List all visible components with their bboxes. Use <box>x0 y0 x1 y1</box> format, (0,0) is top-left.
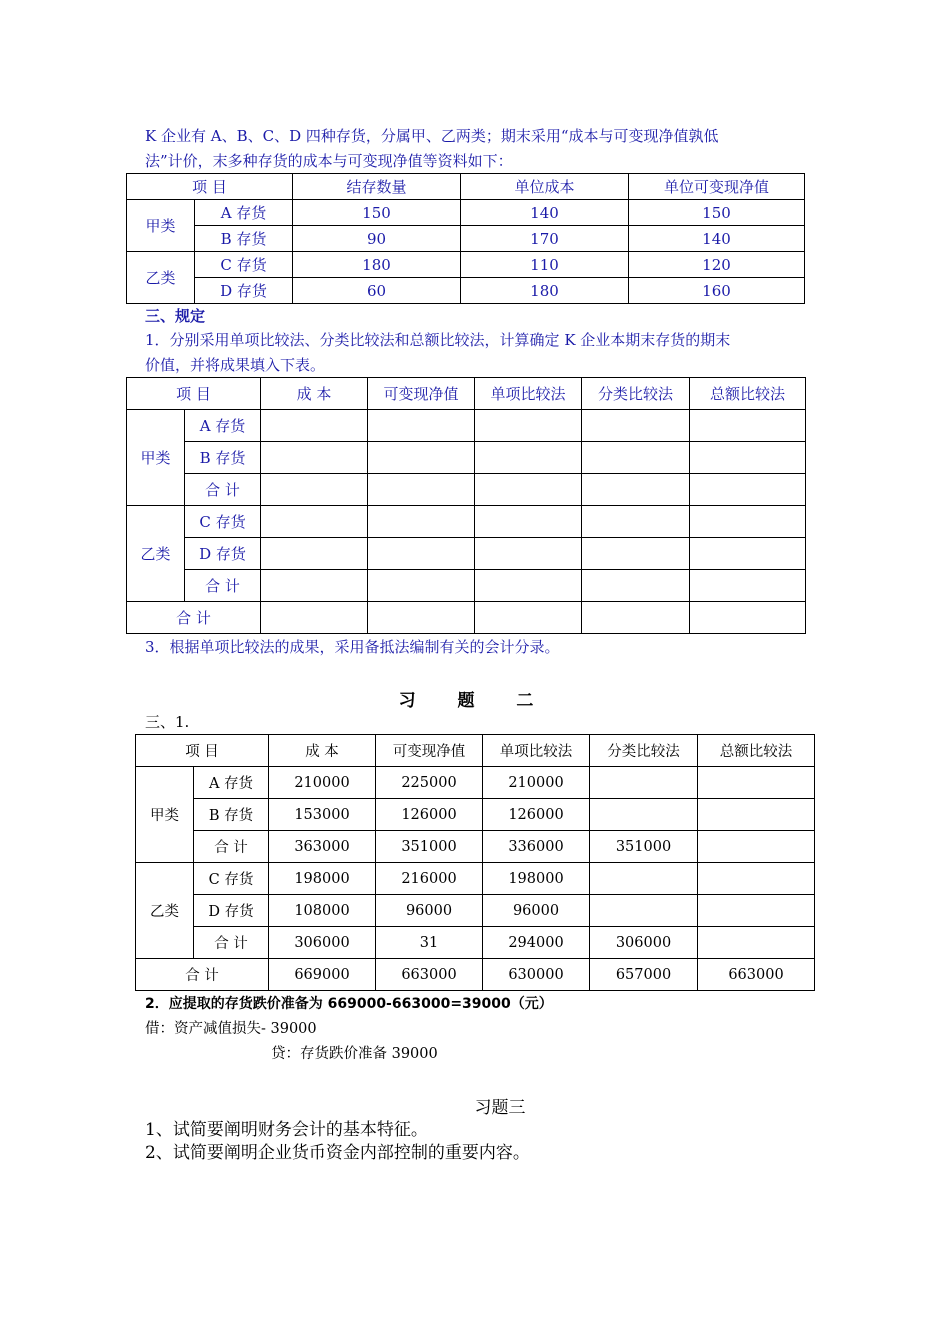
header-cell: 总额比较法 <box>698 735 815 767</box>
empty-cell[interactable] <box>475 570 582 602</box>
empty-cell[interactable] <box>261 570 368 602</box>
group-cell: 甲类 <box>127 200 195 252</box>
value-cell: 96000 <box>483 895 590 927</box>
header-cell: 单项比较法 <box>475 378 582 410</box>
header-cell: 单位可变现净值 <box>629 174 805 200</box>
table-header-row <box>127 174 805 200</box>
value-cell: 153000 <box>269 799 376 831</box>
empty-cell[interactable] <box>368 506 475 538</box>
item-cell: C 存货 <box>195 252 293 278</box>
value-cell <box>698 799 815 831</box>
requirement-1-line-1: 1．分别采用单项比较法、分类比较法和总额比较法，计算确定 K 企业本期末存货的期末 <box>145 331 731 349</box>
header-cell: 单项比较法 <box>483 735 590 767</box>
table-row <box>127 278 805 304</box>
value-cell: 90 <box>293 226 461 252</box>
item-cell: D 存货 <box>195 278 293 304</box>
table-row <box>127 226 805 252</box>
exercise-2-title: 习 题 二 <box>398 691 552 711</box>
value-cell: 351000 <box>376 831 483 863</box>
group-cell: 甲类 <box>136 767 194 863</box>
table-row <box>136 799 815 831</box>
value-cell <box>590 767 698 799</box>
value-cell: 663000 <box>376 959 483 991</box>
value-cell: 663000 <box>698 959 815 991</box>
total-label-cell: 合 计 <box>136 959 269 991</box>
value-cell <box>698 863 815 895</box>
empty-cell[interactable] <box>582 570 690 602</box>
header-cell: 可变现净值 <box>368 378 475 410</box>
table-row <box>127 474 806 506</box>
group-cell: 乙类 <box>127 252 195 304</box>
empty-cell[interactable] <box>582 602 690 634</box>
header-cell: 结存数量 <box>293 174 461 200</box>
value-cell <box>590 863 698 895</box>
header-cell: 项 目 <box>127 378 261 410</box>
header-cell: 分类比较法 <box>582 378 690 410</box>
value-cell <box>590 799 698 831</box>
value-cell: 108000 <box>269 895 376 927</box>
item-cell: 合 计 <box>194 831 269 863</box>
empty-cell[interactable] <box>582 474 690 506</box>
table-row <box>127 252 805 278</box>
value-cell: 225000 <box>376 767 483 799</box>
table-row <box>136 895 815 927</box>
empty-cell[interactable] <box>475 442 582 474</box>
value-cell: 198000 <box>269 863 376 895</box>
empty-cell[interactable] <box>475 410 582 442</box>
header-cell: 成 本 <box>269 735 376 767</box>
empty-cell[interactable] <box>690 474 806 506</box>
value-cell: 306000 <box>590 927 698 959</box>
value-cell: 120 <box>629 252 805 278</box>
header-cell: 项 目 <box>127 174 293 200</box>
value-cell <box>590 895 698 927</box>
value-cell: 150 <box>293 200 461 226</box>
empty-cell[interactable] <box>368 410 475 442</box>
empty-cell[interactable] <box>368 442 475 474</box>
header-cell: 可变现净值 <box>376 735 483 767</box>
table-header-row <box>136 735 815 767</box>
empty-cell[interactable] <box>475 538 582 570</box>
item-cell: A 存货 <box>194 767 269 799</box>
empty-cell[interactable] <box>582 410 690 442</box>
empty-cell[interactable] <box>261 538 368 570</box>
item-cell: B 存货 <box>194 799 269 831</box>
value-cell: 210000 <box>483 767 590 799</box>
table-row <box>136 767 815 799</box>
empty-cell[interactable] <box>582 538 690 570</box>
value-cell <box>698 831 815 863</box>
inventory-data-table <box>126 173 805 304</box>
value-cell: 294000 <box>483 927 590 959</box>
exercise-3-question-1: 1、试简要阐明财务会计的基本特征。 <box>145 1120 428 1140</box>
item-cell: 合 计 <box>194 927 269 959</box>
value-cell: 160 <box>629 278 805 304</box>
item-cell: A 存货 <box>195 200 293 226</box>
journal-debit: 借：资产减值损失- 39000 <box>145 1021 317 1037</box>
table-row <box>127 538 806 570</box>
value-cell <box>698 927 815 959</box>
empty-cell[interactable] <box>261 410 368 442</box>
header-cell: 单位成本 <box>461 174 629 200</box>
header-cell: 分类比较法 <box>590 735 698 767</box>
header-cell: 项 目 <box>136 735 269 767</box>
table-row <box>127 570 806 602</box>
table-row <box>136 927 815 959</box>
value-cell: 336000 <box>483 831 590 863</box>
exercise-3-title: 习题三 <box>474 1098 526 1118</box>
value-cell: 630000 <box>483 959 590 991</box>
value-cell: 140 <box>461 200 629 226</box>
value-cell: 216000 <box>376 863 483 895</box>
empty-cell[interactable] <box>582 442 690 474</box>
exercise-2-label: 三、1. <box>145 713 190 731</box>
requirement-3: 3．根据单项比较法的成果，采用备抵法编制有关的会计分录。 <box>145 638 560 656</box>
empty-cell[interactable] <box>475 474 582 506</box>
value-cell: 657000 <box>590 959 698 991</box>
exercise-3-question-2: 2、试简要阐明企业货币资金内部控制的重要内容。 <box>145 1143 530 1163</box>
empty-cell[interactable] <box>261 474 368 506</box>
value-cell: 363000 <box>269 831 376 863</box>
value-cell: 60 <box>293 278 461 304</box>
value-cell: 140 <box>629 226 805 252</box>
item-cell: 合 计 <box>185 474 261 506</box>
item-cell: A 存货 <box>185 410 261 442</box>
value-cell <box>698 895 815 927</box>
empty-cell[interactable] <box>261 442 368 474</box>
empty-cell[interactable] <box>368 538 475 570</box>
table-header-row <box>127 378 806 410</box>
item-cell: D 存货 <box>194 895 269 927</box>
value-cell: 126000 <box>376 799 483 831</box>
item-cell: C 存货 <box>185 506 261 538</box>
table-row <box>127 442 806 474</box>
empty-cell[interactable] <box>690 506 806 538</box>
value-cell: 198000 <box>483 863 590 895</box>
value-cell: 31 <box>376 927 483 959</box>
answer-template-table <box>126 377 806 634</box>
requirement-1-line-2: 价值，并将成果填入下表。 <box>145 356 326 374</box>
total-label-cell: 合 计 <box>127 602 261 634</box>
empty-cell[interactable] <box>261 506 368 538</box>
value-cell: 180 <box>293 252 461 278</box>
table-row <box>127 506 806 538</box>
table-row <box>136 831 815 863</box>
empty-cell[interactable] <box>368 602 475 634</box>
empty-cell[interactable] <box>690 410 806 442</box>
empty-cell[interactable] <box>690 538 806 570</box>
intro-line-2: 法”计价，末多种存货的成本与可变现净值等资料如下： <box>145 152 513 170</box>
table-row <box>127 200 805 226</box>
item-cell: B 存货 <box>185 442 261 474</box>
value-cell: 150 <box>629 200 805 226</box>
value-cell: 170 <box>461 226 629 252</box>
group-cell: 乙类 <box>127 506 185 602</box>
value-cell: 351000 <box>590 831 698 863</box>
table-total-row <box>136 959 815 991</box>
empty-cell[interactable] <box>690 602 806 634</box>
empty-cell[interactable] <box>368 474 475 506</box>
value-cell: 669000 <box>269 959 376 991</box>
value-cell: 210000 <box>269 767 376 799</box>
value-cell: 180 <box>461 278 629 304</box>
empty-cell[interactable] <box>475 506 582 538</box>
value-cell: 126000 <box>483 799 590 831</box>
section-label: 三、规定 <box>145 307 206 325</box>
table-total-row <box>127 602 806 634</box>
group-cell: 乙类 <box>136 863 194 959</box>
header-cell: 成 本 <box>261 378 368 410</box>
empty-cell[interactable] <box>690 442 806 474</box>
header-cell: 总额比较法 <box>690 378 806 410</box>
answer-2: 2．应提取的存货跌价准备为 669000-663000=39000（元） <box>145 996 553 1012</box>
empty-cell[interactable] <box>368 570 475 602</box>
empty-cell[interactable] <box>475 602 582 634</box>
value-cell <box>698 767 815 799</box>
table-row <box>127 410 806 442</box>
empty-cell[interactable] <box>582 506 690 538</box>
item-cell: D 存货 <box>185 538 261 570</box>
empty-cell[interactable] <box>261 602 368 634</box>
value-cell: 306000 <box>269 927 376 959</box>
value-cell: 110 <box>461 252 629 278</box>
group-cell: 甲类 <box>127 410 185 506</box>
journal-credit: 贷：存货跌价准备 39000 <box>271 1046 438 1062</box>
table-row <box>136 863 815 895</box>
item-cell: 合 计 <box>185 570 261 602</box>
item-cell: B 存货 <box>195 226 293 252</box>
empty-cell[interactable] <box>690 570 806 602</box>
answer-table <box>135 734 815 991</box>
intro-line-1: K 企业有 A、B、C、D 四种存货，分属甲、乙两类；期末采用“成本与可变现净值孰低 <box>145 127 719 145</box>
item-cell: C 存货 <box>194 863 269 895</box>
value-cell: 96000 <box>376 895 483 927</box>
